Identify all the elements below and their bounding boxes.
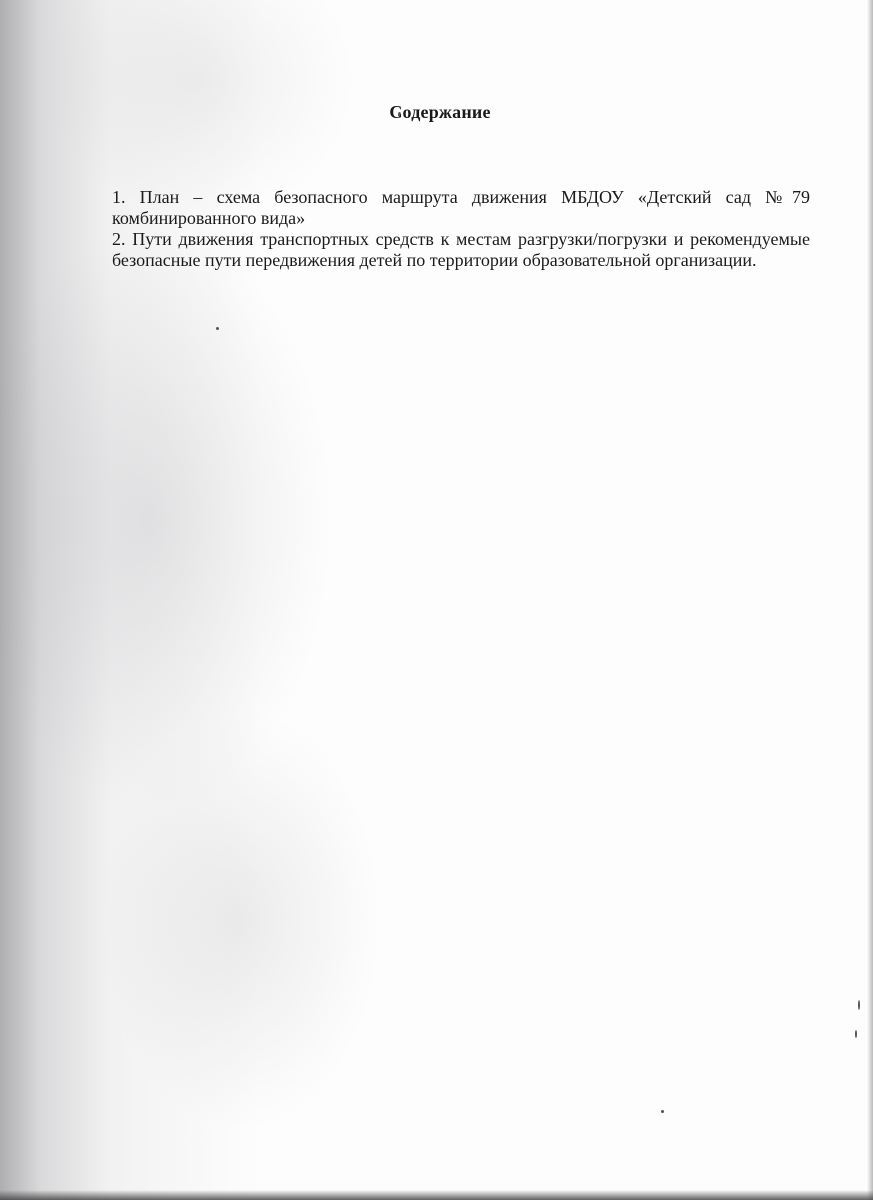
- contents-list: [112, 187, 810, 271]
- scan-speck: [661, 1110, 664, 1113]
- document-title: Содержание: [389, 102, 491, 123]
- page-edge-right: [867, 0, 873, 1200]
- scan-speck: [855, 1030, 857, 1038]
- contents-item: 2. Пути движения транспортных средств к местам разгрузки/погрузки и рекомендуемые безопасные пути передвижения детей по территории образовательной организации.: [112, 229, 810, 270]
- contents-item: 1. План – схема безопасного маршрута движения МБДОУ «Детский сад №79 комбинированного вида»: [112, 187, 810, 228]
- scan-speck: [216, 327, 219, 330]
- page-edge-bottom: [0, 1190, 873, 1200]
- scan-speck: [858, 1000, 860, 1010]
